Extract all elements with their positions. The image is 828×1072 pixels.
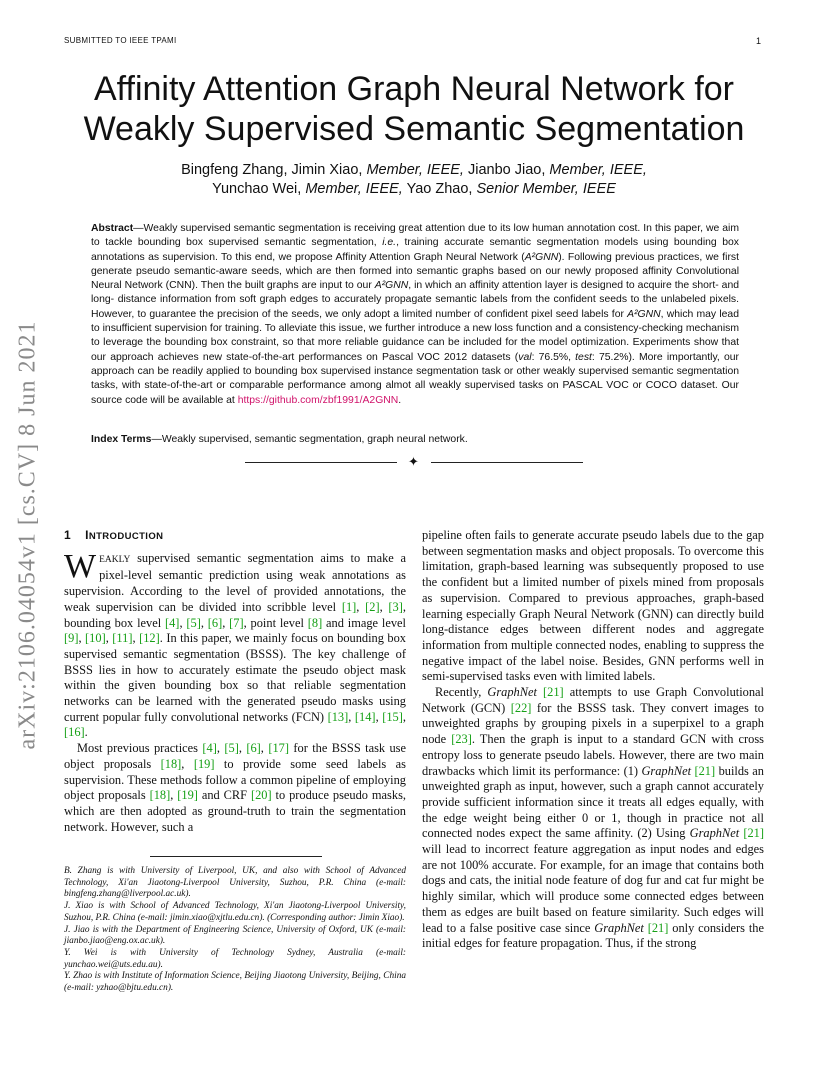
paragraph-text: , bounding box level xyxy=(64,599,406,630)
index-terms-label: Index Terms xyxy=(91,434,152,445)
paragraph-text: to produce pseudo masks, which are then adopted as ground-truth to train the segmentation network. However, such a xyxy=(64,788,406,834)
abstract-text: i.e. xyxy=(382,237,397,249)
paragraph-text: , point level xyxy=(243,615,308,630)
citation-link[interactable]: [21] xyxy=(694,763,716,778)
index-terms-text: —Weakly supervised, semantic segmentation, graph neural network. xyxy=(151,434,468,445)
citation-link[interactable]: [1] xyxy=(341,599,357,614)
paragraph-text: only considers the initial edges for feature propagation. Thus, if the strong xyxy=(422,920,764,951)
abstract xyxy=(91,222,739,408)
citation-link[interactable]: [17] xyxy=(268,741,289,756)
section-number: 1 xyxy=(64,528,72,542)
citation-link[interactable]: [13] xyxy=(327,709,349,724)
index-terms xyxy=(91,434,739,445)
paragraph-text: . In this paper, we mainly focus on bounding box supervised semantic segmentation (BSSS). The key challenge of BSSS lies in how to accurately estimate the pseudo object mask within the given bounding box so that reliable segmentation networks can be learned with the generated pseudo masks using current popular fully convolutional networks (FCN) xyxy=(64,631,407,724)
citation-link[interactable]: [19] xyxy=(177,788,198,803)
paragraph-text: builds an unweighted graph as input, however, such a graph cannot accurately provide sufficient information since it treats all edges equally, with the edge weight being either 0 or 1, though in practice not all connected nodes expect the same affinity. (2) Using xyxy=(422,763,764,841)
paragraph-text: , xyxy=(170,788,178,803)
author-membership: Member, IEEE, xyxy=(549,162,647,178)
paragraph-text: , xyxy=(375,709,383,724)
footnote: J. Xiao is with School of Advanced Technology, Xi'an Jiaotong-Liverpool University, Suzhou, P.R. China (e-mail: jimin.xiao@xjtlu.edu.cn). (Corresponding author: Jimin Xiao). xyxy=(64,901,406,923)
paragraph-text: . Then the graph is input to a standard GCN with cross entropy loss to generate pseudo labels. However, there are two main drawbacks which limit its performance: (1) xyxy=(422,732,765,778)
citation-link[interactable]: [21] xyxy=(647,920,669,935)
divider-line-left xyxy=(245,462,397,463)
citation-link[interactable]: [21] xyxy=(543,685,564,700)
footnote: J. Jiao is with the Department of Engineering Science, University of Oxford, UK (e-mail: jianbo.jiao@eng.ox.ac.uk). xyxy=(64,924,406,947)
author-names: Yao Zhao, xyxy=(402,181,477,197)
citation-link[interactable]: [8] xyxy=(307,615,323,630)
paragraph-text: and image level xyxy=(322,615,406,630)
abstract-text: . xyxy=(398,394,402,406)
citation-link[interactable]: [3] xyxy=(388,599,403,614)
paragraph-text: , xyxy=(78,631,86,646)
drop-cap: W xyxy=(64,547,97,585)
citation-link[interactable]: [11] xyxy=(112,631,133,646)
footnote-rule xyxy=(150,856,322,857)
method-name: A²GNN xyxy=(524,251,559,263)
citation-link[interactable]: [19] xyxy=(193,756,215,771)
citation-link[interactable]: [7] xyxy=(229,615,244,630)
author-names: Yunchao Wei, xyxy=(212,181,306,197)
paragraph-text: , xyxy=(238,741,247,756)
paragraph-text: , xyxy=(200,615,208,630)
paragraph xyxy=(64,547,407,741)
abstract-text: , which may lead to insufficient supervision for training. To alleviate this issue, we further introduce a new loss function and a consistency-checking mechanism to leverage the bounding box constraint, so that more reliable guidance can be included for the model optimization. Experiments show that our approach achieves new state-of-the-art performances on Pascal VOC 2012 datasets ( xyxy=(91,308,739,363)
paragraph-text: , xyxy=(260,741,269,756)
paragraph-text: , xyxy=(402,709,406,724)
abstract-text: test xyxy=(575,351,592,363)
citation-link[interactable]: [21] xyxy=(743,826,764,841)
section-title: NTRODUCTION xyxy=(88,531,164,542)
citation-link[interactable]: [20] xyxy=(250,788,272,803)
author-names: Jianbo Jiao, xyxy=(463,162,550,178)
footnote: Y. Zhao is with Institute of Information Science, Beijing Jiaotong University, Beijing, China (e-mail: yzhao@bjtu.edu.cn). xyxy=(64,971,406,994)
abstract-text: , training accurate semantic segmentation models using bounding box annotations as supervision. To this end, we propose Affinity Attention Graph Neural Network ( xyxy=(91,237,739,263)
paper-title xyxy=(60,69,768,149)
paragraph xyxy=(64,741,406,835)
paragraph-text: , xyxy=(216,741,225,756)
citation-link[interactable]: [4] xyxy=(164,615,180,630)
abstract-text: : 75.2%). More importantly, our approach can be readily applied to bounding box supervised instance segmentation task or other weakly supervised semantic segmentation tasks, with state-of-the-art or comparable performance among almot all weakly supervised tasks on PASCAL VOC or COCO dataset. Our source code will be available at xyxy=(91,351,739,406)
author-membership: Member, IEEE, xyxy=(366,162,464,178)
abstract-text: —Weakly supervised semantic segmentation is receiving great attention due to its low human annotation cost. In this paper, we aim to tackle bounding box supervised semantic segmentation, xyxy=(91,223,739,249)
citation-link[interactable]: [9] xyxy=(64,631,79,646)
method-name: A²GNN xyxy=(374,280,409,292)
paragraph-text: will lead to incorrect feature aggregation as input nodes and edges are not 100% accurate. For example, for an image that contains both dogs and cats, the initial node feature of dog fur and cat fur might be highly similar, which will produce some connected edges between them as edges are built based on feature similarity. Such edges will lead to a false positive case since xyxy=(422,842,764,935)
paragraph-text: for the BSSS task use object proposals xyxy=(64,741,407,771)
arxiv-identifier[interactable]: arXiv:2106.04054v1 [cs.CV] 8 Jun 2021 xyxy=(14,320,41,750)
method-name: GraphNet xyxy=(689,826,740,841)
paragraph-text: , xyxy=(105,631,113,646)
paragraph-text: . xyxy=(84,725,88,740)
citation-link[interactable]: [12] xyxy=(139,631,160,646)
diamond-icon: ✦ xyxy=(408,454,419,469)
citation-link[interactable]: [2] xyxy=(365,599,380,614)
left-column xyxy=(64,528,406,835)
abstract-label: Abstract xyxy=(91,223,134,234)
section-heading xyxy=(64,528,406,545)
method-name: GraphNet xyxy=(594,920,644,935)
footnote: Y. Wei is with University of Technology Sydney, Australia (e-mail: yunchao.wei@uts.edu.au). xyxy=(64,947,406,970)
paragraph-text: attempts to use Graph Convolutional Network (GCN) xyxy=(422,685,764,715)
abstract-text: val xyxy=(518,351,532,363)
section-title: I xyxy=(85,528,89,542)
footnotes xyxy=(64,866,406,995)
paragraph-text: for the BSSS task. They convert images to unweighted graphs by grouping pixels in a superpixel to a graph node xyxy=(422,700,765,747)
author-list xyxy=(60,161,768,199)
paragraph-text: Recently, xyxy=(435,685,488,700)
citation-link[interactable]: [6] xyxy=(207,615,223,630)
citation-link[interactable]: [14] xyxy=(354,709,376,724)
title-line-1: Affinity Attention Graph Neural Network for xyxy=(93,70,734,108)
citation-link[interactable]: [23] xyxy=(451,732,472,747)
citation-link[interactable]: [18] xyxy=(149,788,171,803)
paragraph: pipeline often fails to generate accurate pseudo labels due to the gap between segmentation masks and object proposals. To overcome this limitation, graph-based learning was subsequently proposed to use the confident but a limited number of pixels mined from proposals as supervision. Compared to previous approaches, graph-based learning especially Graph Neural Network (GNN) can directly build long-distance edges between different nodes and aggregate information from multiple connected nodes, enabling to suppress the negative impact of the label noise. Besides, GNN performs well in semi-supervised tasks even with limited labels. xyxy=(422,528,764,684)
paragraph xyxy=(422,685,764,952)
citation-link[interactable]: [22] xyxy=(510,700,532,715)
paragraph-text: , xyxy=(356,599,366,614)
arxiv-stamp xyxy=(8,300,48,770)
citation-link[interactable]: [10] xyxy=(85,631,106,646)
abstract-text: ). Following previous practices, we first generate pseudo semantic-aware seeds, which are then formed into semantic graphs based on our newly proposed affinity Convolutional Neural Network (CNN). Then the built graphs are input to our xyxy=(91,251,739,292)
author-names: Bingfeng Zhang, Jimin Xiao, xyxy=(181,162,367,178)
citation-link[interactable]: [5] xyxy=(224,741,239,756)
paragraph-text: , xyxy=(181,756,194,771)
citation-link[interactable]: [18] xyxy=(160,756,182,771)
paragraph-text: supervised semantic segmentation aims to make a pixel-level semantic prediction using weak annotations as supervision. According to the level of provided annotations, the weak supervision can be divided into scribble level xyxy=(64,550,406,614)
divider-line-right xyxy=(431,462,583,463)
paragraph-text: and CRF xyxy=(197,788,251,803)
running-header: SUBMITTED TO IEEE TPAMI xyxy=(64,36,177,45)
citation-link[interactable]: [16] xyxy=(64,725,85,740)
paragraph-text: , xyxy=(179,615,187,630)
page-number: 1 xyxy=(756,36,762,46)
paragraph-text: , xyxy=(222,615,230,630)
abstract-text: : 76.5%, xyxy=(531,351,576,363)
source-code-link[interactable]: https://github.com/zbf1991/A2GNN xyxy=(237,394,399,406)
method-name: GraphNet xyxy=(641,763,692,778)
citation-link[interactable]: [15] xyxy=(382,709,403,724)
footnote: B. Zhang is with University of Liverpool, UK, and also with School of Advanced Technology, Xi'an Jiaotong-Liverpool University, Suzhou, P.R. China (e-mail: bingfeng.zhang@liverpool.ac.uk). xyxy=(64,866,406,900)
paragraph-text: Most previous practices xyxy=(77,741,203,756)
method-name: GraphNet xyxy=(487,685,537,700)
title-line-2: Weakly Supervised Semantic Segmentation xyxy=(83,110,745,148)
paragraph-text: to provide some seed labels as supervision. These methods follow a common pipeline of employing object proposals xyxy=(64,756,406,803)
abstract-text: , in which an affinity attention layer is designed to acquire the short- and long- distance information from soft graph edges to accurately propagate semantic labels from the confident seeds to the unlabeled pixels. However, to guarantee the precision of the seeds, we only adopt a limited number of confident pixel seed labels for xyxy=(91,280,740,320)
author-membership: Member, IEEE, xyxy=(305,181,403,197)
citation-link[interactable]: [4] xyxy=(202,741,217,756)
paragraph-text: EAKLY xyxy=(99,554,131,565)
citation-link[interactable]: [5] xyxy=(186,615,201,630)
paragraph-text: , xyxy=(379,599,389,614)
method-name: A²GNN xyxy=(627,308,661,320)
paragraph-text: , xyxy=(132,631,140,646)
paragraph-text: , xyxy=(348,709,355,724)
section-divider xyxy=(245,455,585,469)
right-column xyxy=(422,528,764,952)
citation-link[interactable]: [6] xyxy=(246,741,261,756)
author-membership: Senior Member, IEEE xyxy=(476,181,616,197)
